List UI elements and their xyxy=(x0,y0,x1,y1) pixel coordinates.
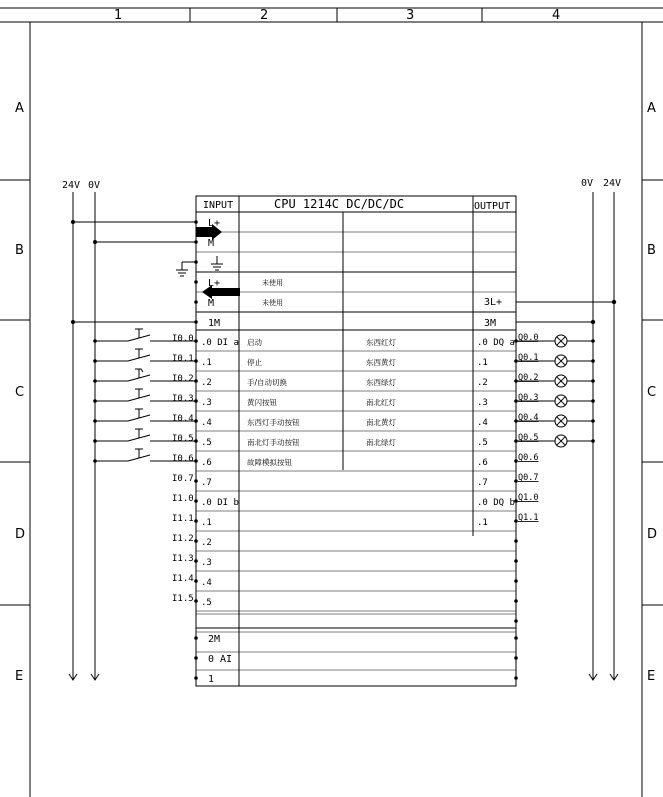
output-terminal-dot xyxy=(514,599,518,603)
output-description: 东西黄灯 xyxy=(366,358,396,367)
row-label-right: B xyxy=(647,243,656,258)
top-terminal-label: M xyxy=(208,238,215,249)
left-0v-label: 0V xyxy=(88,180,101,191)
row-label-left: A xyxy=(15,101,24,116)
bottom-terminal-dot xyxy=(194,656,198,660)
column-label: 2 xyxy=(260,8,269,23)
top-terminal-label: M xyxy=(208,298,215,309)
input-terminal-dot xyxy=(194,499,198,503)
input-terminal: .0 DI b xyxy=(201,498,239,508)
output-address: Q1.0 xyxy=(518,493,539,503)
input-address: I1.2 xyxy=(172,534,194,544)
top-row-note: 未使用 xyxy=(262,299,283,307)
column-label: 3 xyxy=(406,8,415,23)
output-address: Q0.4 xyxy=(518,413,539,423)
output-terminal: .3 xyxy=(477,398,488,408)
output-terminal: .1 xyxy=(477,518,488,528)
output-terminal-dot xyxy=(514,539,518,543)
output-terminal: .1 xyxy=(477,358,488,368)
input-terminal: .4 xyxy=(201,578,212,588)
output-terminal-dot xyxy=(514,579,518,583)
output-address: Q0.1 xyxy=(518,353,539,363)
input-address: I0.6 xyxy=(172,454,194,464)
input-description: 东西灯手动按钮 xyxy=(247,418,300,427)
right-0v-label: 0V xyxy=(581,178,594,189)
top-terminal-label: L+ xyxy=(208,278,221,289)
input-address: I1.5 xyxy=(172,594,194,604)
output-terminal: .7 xyxy=(477,478,488,488)
output-address: Q0.2 xyxy=(518,373,539,383)
input-address: I1.1 xyxy=(172,514,194,524)
column-label: 4 xyxy=(552,8,561,23)
row-label-right: A xyxy=(647,101,656,116)
output-header: OUTPUT xyxy=(474,201,511,212)
terminal-dot xyxy=(194,260,198,264)
output-description: 南北红灯 xyxy=(366,398,396,407)
bottom-terminal-label: 1 xyxy=(208,674,215,685)
output-address: Q0.6 xyxy=(518,453,539,463)
input-terminal: .0 DI a xyxy=(201,338,239,348)
bottom-terminal-dot xyxy=(514,656,518,660)
bottom-terminal-dot xyxy=(194,636,198,640)
input-address: I0.4 xyxy=(172,414,194,424)
output-3m: 3M xyxy=(484,318,497,329)
input-address: I0.2 xyxy=(172,374,194,384)
output-terminal-dot xyxy=(514,559,518,563)
output-terminal: .5 xyxy=(477,438,488,448)
input-address: I0.0 xyxy=(172,334,194,344)
output-terminal: .2 xyxy=(477,378,488,388)
terminal-dot xyxy=(194,300,198,304)
input-terminal-dot xyxy=(194,479,198,483)
input-terminal-dot xyxy=(194,539,198,543)
input-terminal-dot xyxy=(194,559,198,563)
input-header: INPUT xyxy=(203,200,234,211)
cpu-title: CPU 1214C DC/DC/DC xyxy=(274,197,405,211)
input-address: I1.0 xyxy=(172,494,194,504)
left-24v-label: 24V xyxy=(62,180,81,191)
top-terminal-label: 1M xyxy=(208,318,221,329)
output-terminal-dot xyxy=(514,619,518,623)
plc-module xyxy=(196,196,516,686)
output-description: 东西红灯 xyxy=(366,338,396,347)
input-terminal-dot xyxy=(194,599,198,603)
terminal-dot xyxy=(194,320,198,324)
output-address: Q0.0 xyxy=(518,333,539,343)
row-label-right: E xyxy=(647,669,656,684)
input-terminal: .5 xyxy=(201,438,212,448)
input-terminal-dot xyxy=(194,519,198,523)
output-terminal: .0 DQ b xyxy=(477,498,515,508)
input-description: 停止 xyxy=(247,358,262,367)
drawing-frame xyxy=(0,8,663,797)
input-description: 故障模拟按钮 xyxy=(247,458,292,467)
output-description: 东西绿灯 xyxy=(366,378,396,387)
input-terminal: .4 xyxy=(201,418,212,428)
input-terminal: .2 xyxy=(201,378,212,388)
output-address: Q0.5 xyxy=(518,433,539,443)
input-address: I0.7 xyxy=(172,474,194,484)
column-label: 1 xyxy=(114,8,123,23)
output-terminal: .6 xyxy=(477,458,488,468)
top-row-note: 未使用 xyxy=(262,279,283,287)
output-description: 南北绿灯 xyxy=(366,438,396,447)
input-terminal: .1 xyxy=(201,518,212,528)
bottom-terminal-label: 0 AI xyxy=(208,654,233,665)
input-description: 南北灯手动按钮 xyxy=(247,438,300,447)
input-description: 黄闪按钮 xyxy=(247,398,277,407)
bottom-terminal-dot xyxy=(514,636,518,640)
input-terminal: .6 xyxy=(201,458,212,468)
row-label-left: B xyxy=(15,243,24,258)
input-description: 手/自动切换 xyxy=(247,378,288,387)
row-label-left: D xyxy=(15,527,26,542)
terminal-dot xyxy=(194,280,198,284)
input-address: I0.5 xyxy=(172,434,194,444)
output-address: Q1.1 xyxy=(518,513,539,523)
output-address: Q0.7 xyxy=(518,473,539,483)
input-terminal: .3 xyxy=(201,398,212,408)
input-terminal: .3 xyxy=(201,558,212,568)
row-label-right: D xyxy=(647,527,658,542)
input-address: I1.3 xyxy=(172,554,194,564)
row-label-left: C xyxy=(15,385,25,400)
output-terminal: .0 DQ a xyxy=(477,338,515,348)
output-3l-plus: 3L+ xyxy=(484,297,503,308)
bottom-terminal-label: 2M xyxy=(208,634,221,645)
input-description: 启动 xyxy=(247,338,262,347)
bottom-terminal-dot xyxy=(514,676,518,680)
terminal-dot xyxy=(194,220,198,224)
terminal-dot xyxy=(194,240,198,244)
input-terminal-dot xyxy=(194,579,198,583)
input-address: I1.4 xyxy=(172,574,194,584)
input-address: I0.3 xyxy=(172,394,194,404)
output-address: Q0.3 xyxy=(518,393,539,403)
right-24v-label: 24V xyxy=(603,178,622,189)
top-terminal-label: L+ xyxy=(208,218,221,229)
input-terminal: .7 xyxy=(201,478,212,488)
input-terminal: .5 xyxy=(201,598,212,608)
output-description: 南北黄灯 xyxy=(366,418,396,427)
ground-icon xyxy=(211,256,223,270)
input-terminal: .1 xyxy=(201,358,212,368)
row-label-left: E xyxy=(15,669,24,684)
input-address: I0.1 xyxy=(172,354,194,364)
bottom-terminal-dot xyxy=(194,676,198,680)
output-terminal: .4 xyxy=(477,418,488,428)
input-terminal: .2 xyxy=(201,538,212,548)
row-label-right: C xyxy=(647,385,657,400)
